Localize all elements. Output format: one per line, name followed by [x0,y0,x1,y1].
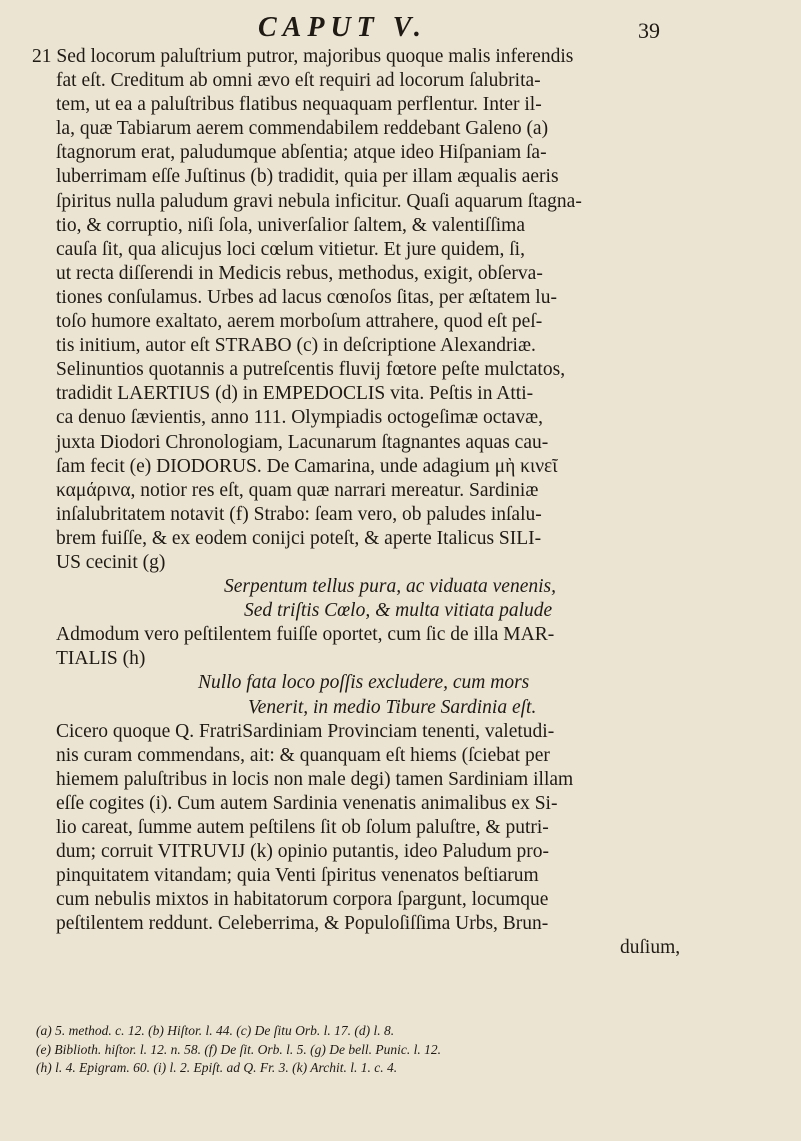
verse-line: Nullo fata loco poſſis excludere, cum mors [198,672,530,694]
footnote-line: (h) l. 4. Epigram. 60. (i) l. 2. Epiſt. ad Q. Fr. 3. (k) Archit. l. 1. c. 4. [36,1060,398,1075]
text-line: la, quæ Tabiarum aerem commendabilem reddebant Galeno (a) [56,118,549,140]
text-line: ſpiritus nulla paludum gravi nebula inficitur. Quaſi aquarum ſtagna- [56,190,582,212]
text-line: tiones conſulamus. Urbes ad lacus cœnoſos ſitas, per æſtatem lu- [56,286,557,308]
text-line: tio, & corruptio, niſi ſola, univerſalior ſaltem, & valentiſſima [56,214,525,236]
text-line: tradidit LAERTIUS (d) in EMPEDOCLIS vita. Peſtis in Atti- [56,383,534,405]
text-line: tis initium, autor eſt STRABO (c) in deſcriptione Alexandriæ. [56,335,536,357]
text-line: dum; corruit VITRUVIJ (k) opinio putantis, ideo Paludum pro- [56,841,550,863]
text-line: ca denuo ſævientis, anno 111. Olympiadis octogeſimæ octavæ, [56,407,544,429]
text-line: peſtilentem reddunt. Celeberrima, & Populoſiſſima Urbs, Brun- [56,913,549,935]
catchword: duſium, [620,937,681,959]
text-line: TIALIS (h) [56,648,146,670]
text-line: Cicero quoque Q. FratriSardiniam Provinciam tenenti, valetudi- [56,720,555,742]
text-line: toſo humore exaltato, aerem morboſum attrahere, quod eſt peſ- [56,311,543,333]
text-line: fat eſt. Creditum ab omni ævo eſt requiri ad locorum ſalubrita- [56,70,541,92]
text-line: lio careat, ſumme autem peſtilens ſit ob ſolum paluſtre, & putri- [56,817,549,838]
footnote-line: (a) 5. method. c. 12. (b) Hiſtor. l. 44. (c) De ſitu Orb. l. 17. (d) l. 8. [36,1023,395,1038]
verse-line: Sed triſtis Cœlo, & multa vitiata palude [244,600,553,622]
text-line: Selinuntios quotannis a putreſcentis fluvij fœtore peſte mulctatos, [56,359,566,381]
verse-line: Venerit, in medio Tibure Sardinia eſt. [248,696,537,718]
text-line: cum nebulis mixtos in habitatorum corpora ſpargunt, locumque [56,889,549,911]
text-line: ut recta diſſerendi in Medicis rebus, methodus, exigit, obſerva- [56,262,543,284]
text-line: nis curam commendans, ait: & quanquam eſt hiems (ſciebat per [56,744,550,766]
text-line: luberrimam eſſe Juſtinus (b) tradidit, quia per illam æqualis aeris [56,166,559,188]
page-number: 39 [638,18,660,43]
footnote-line: (e) Biblioth. hiſtor. l. 12. n. 58. (f) De ſit. Orb. l. 5. (g) De bell. Punic. l. 12. [36,1041,441,1057]
text-line: Admodum vero peſtilentem fuiſſe oportet, cum ſic de illa MAR- [56,624,555,646]
text-line: ſtagnorum erat, paludumque abſentia; atque ideo Hiſpaniam ſa- [56,142,547,164]
text-line: brem fuiſſe, & ex eodem conijci poteſt, & aperte Italicus SILI- [56,527,542,549]
main-text [32,45,772,961]
text-line: hiemem paluſtribus in locis non male degi) tamen Sardiniam illam [56,768,574,790]
text-line: tem, ut ea a paluſtribus flatibus nequaquam perflentur. Inter il- [56,94,542,116]
text-line: cauſa ſit, qua alicujus loci cœlum vitietur. Et jure quidem, ſi, [56,238,525,260]
text-line: inſalubritatem notavit (f) Strabo: ſeam vero, ob paludes inſalu- [56,503,542,525]
text-line: 21 Sed locorum paluſtrium putror, majoribus quoque malis inferendis [32,46,574,67]
text-line: eſſe cogites (i). Cum autem Sardinia venenatis animalibus ex Si- [56,792,558,814]
verse-line: Serpentum tellus pura, ac viduata venenis, [224,576,556,598]
text-line: ſam fecit (e) DIODORUS. De Camarina, unde adagium μὴ κινεῖ [56,455,558,477]
text-line: US cecinit (g) [56,551,166,573]
text-line: καμάρινα, notior res eſt, quam quæ narrari mereatur. Sardiniæ [56,479,539,501]
header-title: CAPUT V. [258,12,427,43]
footnotes [36,1022,776,1078]
text-line: juxta Diodori Chronologiam, Lacunarum ſtagnantes aquas cau- [56,431,549,453]
text-line: pinquitatem vitandam; quia Venti ſpiritus venenatos beſtiarum [56,865,539,887]
